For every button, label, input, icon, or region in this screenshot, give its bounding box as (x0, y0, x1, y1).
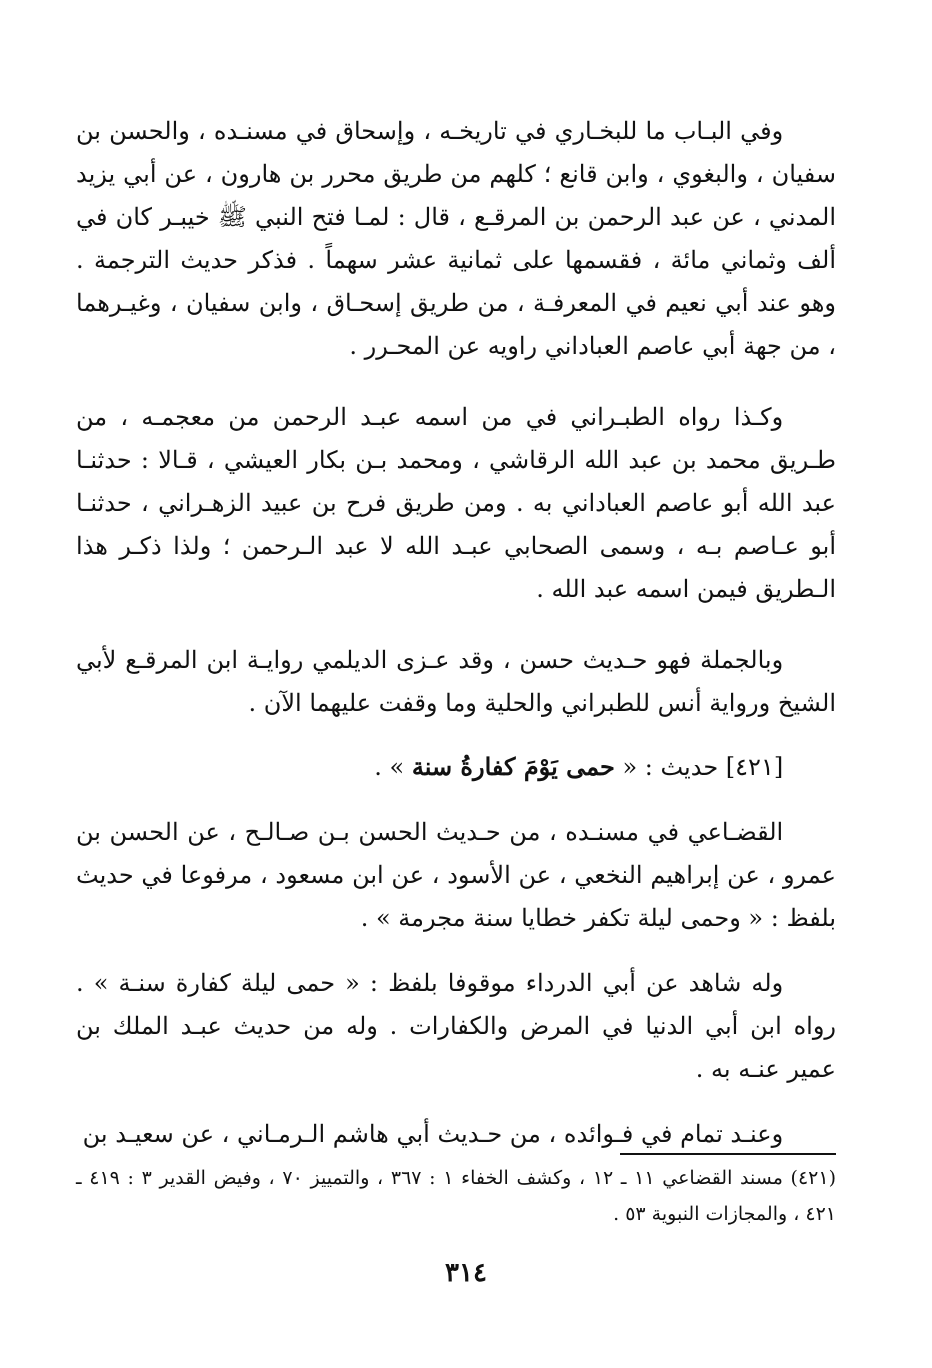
paragraph-5: وله شاهد عن أبي الدرداء موقوفا بلفظ : « حمى ليلة كفارة سنـة » . رواه ابن أبي الدنيا في المرض والكفارات . وله من حديث عبـد الملك بن عمير عنـه به . (76, 969, 836, 1083)
page-number: ٣١٤ (445, 1258, 487, 1288)
paragraph-1: وفي البـاب ما للبخـاري في تاريخـه ، وإسحاق في مسنـده ، والحسن بن سفيان ، والبغوي ، وابن قانع ؛ كلهم من طريق محرر بن هارون ، عن أبي يزيد المدني ، عن عبد الرحمن بن المرقـع ، قال : لمـا فتح النبي ﷺ خيبـر كان في ألف وثماني مائة ، فقسمها على ثمانية عشر سهماً . فذكر حديث الترجمة . وهو عند أبي نعيم في المعرفـة ، من طريق إسحـاق ، وابن سفيان ، وغيـرهما ، من جهة أبي عاصم العباداني راويه عن المحـرر . (76, 117, 836, 360)
hadith-quote: حمى يَوْمَ كفارةُ سنة (411, 752, 615, 781)
paragraph-2: وكـذا رواه الطبـراني في من اسمه عبـد الرحمن من معجمـه ، من طـريق محمد بن عبد الله الرقاشي ، ومحمد بـن بكار العيشي ، قـالا : حدثنـا عبد الله أبو عاصم العباداني به . ومن طريق فرح بن عبيد الزهـراني ، حدثنـا أبو عـاصم بـه ، وسمى الصحابي عبـد الله لا عبد الـرحمن ؛ ولذا ذكـر هذا الـطريق فيمن اسمه عبد الله . (76, 403, 836, 603)
paragraph-4: القضـاعي في مسنـده ، من حـديث الحسن بـن صـالـح ، عن الحسن بن عمرو ، عن إبراهيم النخعي ، عن الأسود ، عن ابن مسعود ، مرفوعا في حديث بلفظ : « وحمى ليلة تكفر خطايا سنة مجرمة » . (76, 818, 836, 932)
footnote-divider (620, 1153, 836, 1155)
hadith-header (76, 745, 836, 789)
hadith-suffix: » . (374, 753, 412, 781)
paragraph-6: وعنـد تمام في فـوائده ، من حـديث أبي هاشم الـرمـاني ، عن سعيـد بن (82, 1120, 784, 1148)
footnote: (٤٢١) مسند القضاعي ١١ ـ ١٢ ، وكشف الخفاء ١ : ٣٦٧ ، والتمييز ٧٠ ، وفيض القدير ٣ : ٤١٩ ـ ٤٢١ ، والمجازات النبوية ٥٣ . (76, 1167, 837, 1225)
hadith-prefix: [٤٢١] حديث : « (614, 753, 784, 781)
paragraph-3: وبالجملة فهو حـديث حسن ، وقد عـزى الديلمي روايـة ابن المرقـع لأبي الشيخ ورواية أنس للطبراني والحلية وما وقفت عليهما الآن . (76, 646, 836, 717)
